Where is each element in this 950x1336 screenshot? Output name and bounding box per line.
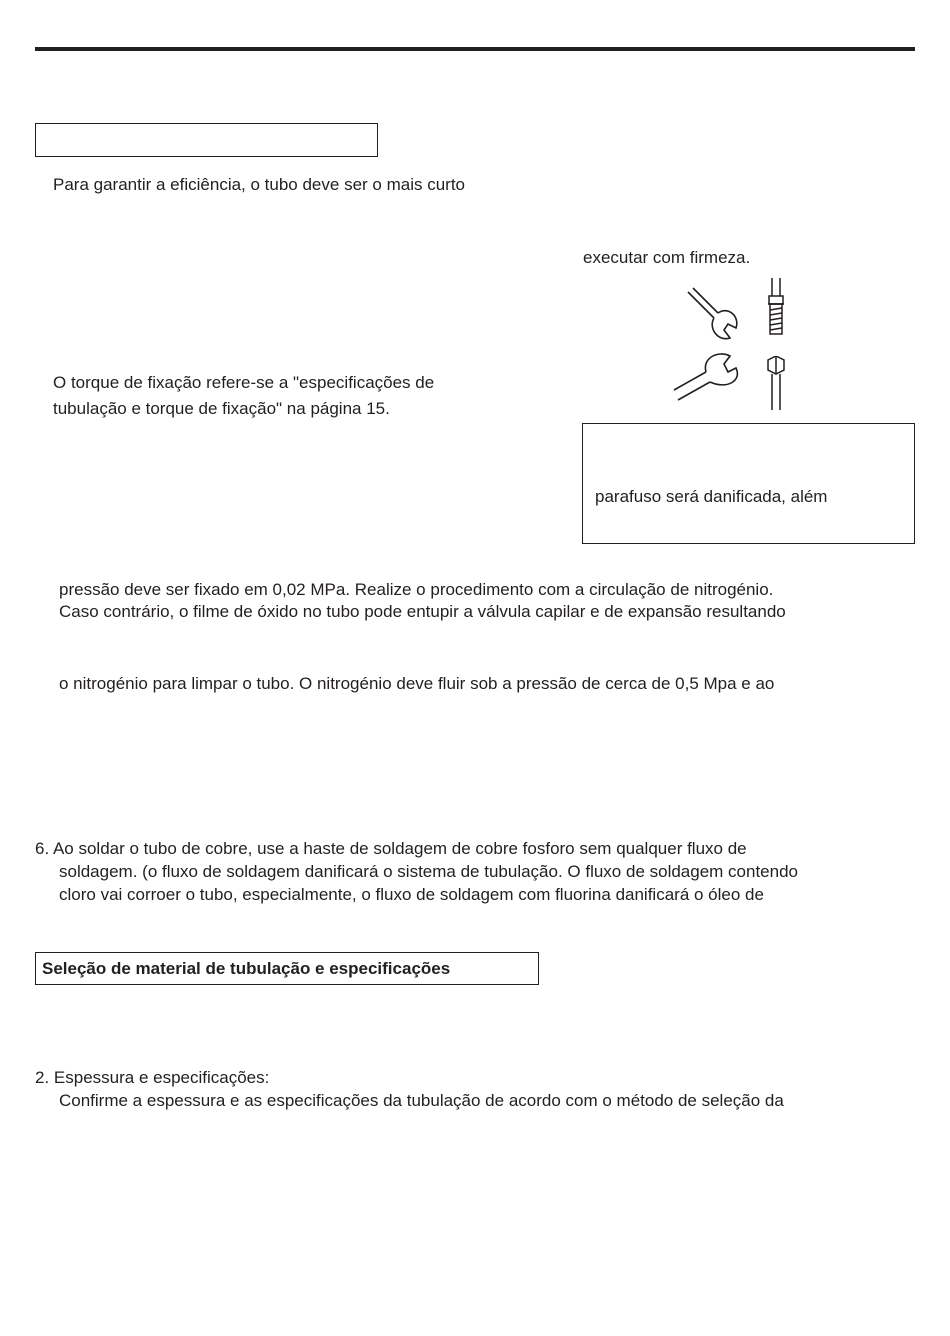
wrench-icon xyxy=(672,350,744,406)
warning-box-text: parafuso será danificada, além xyxy=(595,487,828,506)
oxide-line: Caso contrário, o filme de óxido no tubo pode entupir a válvula capilar e de expansão resultando xyxy=(59,602,786,621)
selection-heading: Seleção de material de tubulação e especificações xyxy=(42,959,451,978)
section-title-box-empty xyxy=(35,123,378,157)
firmly-text: executar com firmeza. xyxy=(583,248,751,267)
nut-icon xyxy=(764,356,788,412)
item6-line1: 6. Ao soldar o tubo de cobre, use a haste de soldagem de cobre fosforo sem qualquer fluxo de xyxy=(35,839,747,858)
flare-nut-icon xyxy=(764,278,788,340)
header-rule xyxy=(35,47,915,51)
item6-line2: soldagem. (o fluxo de soldagem danificará o sistema de tubulação. O fluxo de soldagem contendo xyxy=(59,862,799,881)
wrench-icon xyxy=(684,284,744,344)
item6-line3: cloro vai corroer o tubo, especialmente, o fluxo de soldagem com fluorina danificará o óleo de xyxy=(59,885,764,904)
item2-line1: Confirme a espessura e as especificações da tubulação de acordo com o método de seleção da xyxy=(59,1091,784,1110)
torque-line1: O torque de fixação refere-se a "especificações de xyxy=(53,373,435,392)
warning-box xyxy=(582,423,915,544)
selection-heading-box xyxy=(35,952,539,985)
pressure-line: pressão deve ser fixado em 0,02 MPa. Realize o procedimento com a circulação de nitrogénio. xyxy=(59,580,774,599)
torque-line2: tubulação e torque de fixação" na página 15. xyxy=(53,399,390,418)
item2-title: 2. Espessura e especificações: xyxy=(35,1068,270,1087)
section1-line1: Para garantir a eficiência, o tubo deve ser o mais curto xyxy=(53,175,465,194)
nitrogen-line: o nitrogénio para limpar o tubo. O nitrogénio deve fluir sob a pressão de cerca de 0,5 Mpa e ao xyxy=(59,674,775,693)
